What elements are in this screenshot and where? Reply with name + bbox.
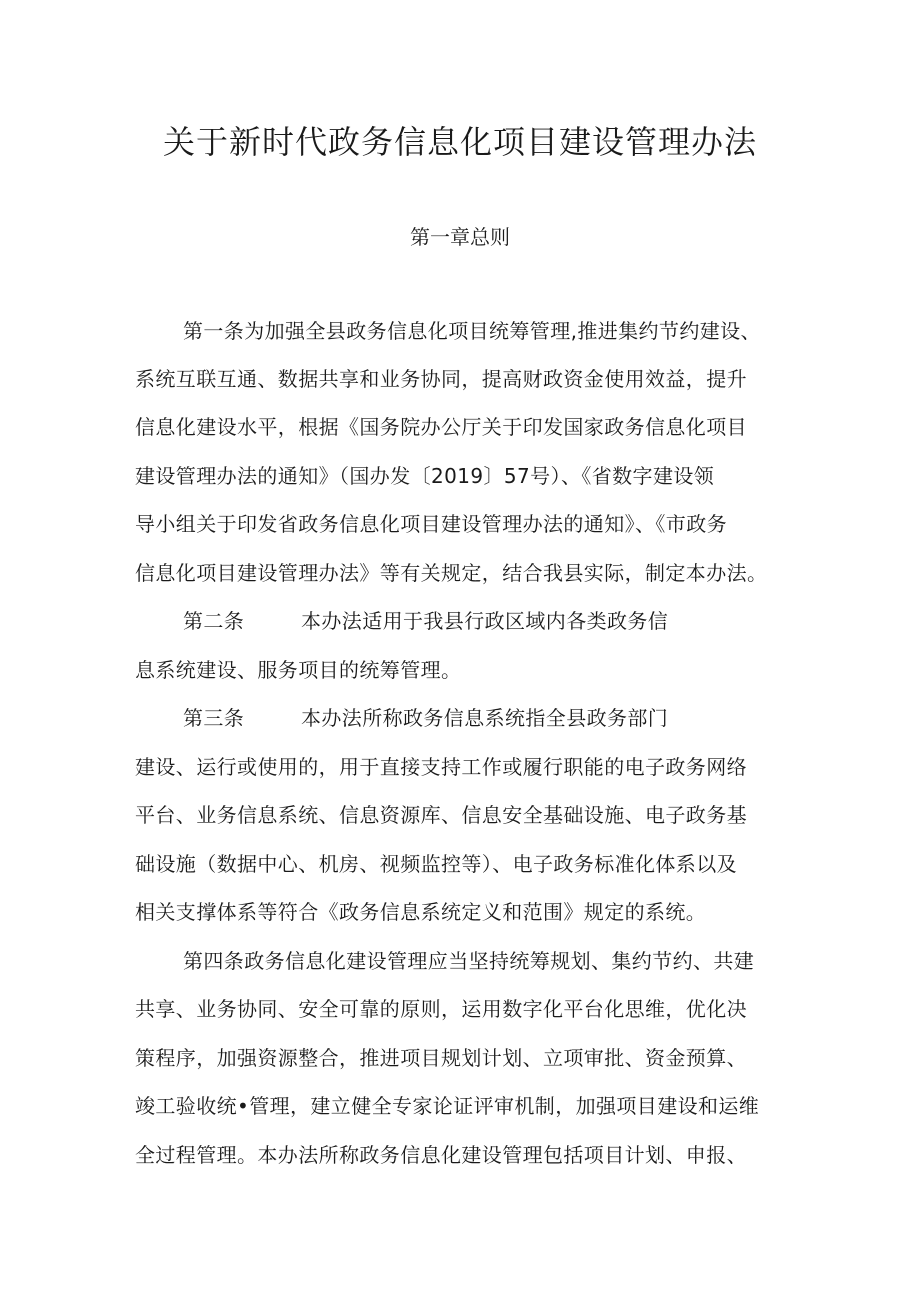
paragraph-line: 共享、业务协同、安全可靠的原则，运用数字化平台化思维，优化决 bbox=[135, 997, 747, 1021]
paragraph-line: 信息化建设水平，根据《国务院办公厅关于印发国家政务信息化项目 bbox=[135, 415, 747, 439]
article-text: 本办法适用于我县行政区域内各类政务信 bbox=[301, 609, 669, 633]
paragraph-line: 建设、运行或使用的，用于直接支持工作或履行职能的电子政务网络 bbox=[135, 755, 747, 779]
paragraph-line: 导小组关于印发省政务信息化项目建设管理办法的通知》、《市政务 bbox=[135, 512, 727, 536]
paragraph-line: 全过程管理。本办法所称政务信息化建设管理包括项目计划、申报、 bbox=[135, 1143, 747, 1167]
paragraph-line: 建设管理办法的通知》（国办发〔2019〕57号）、《省数字建设领 bbox=[135, 464, 715, 488]
document-title: 关于新时代政务信息化项目建设管理办法 bbox=[162, 123, 757, 161]
paragraph-line: 础设施（数据中心、机房、视频监控等）、电子政务标准化体系以及 bbox=[135, 852, 737, 876]
paragraph-line bbox=[183, 703, 668, 733]
paragraph-line: 第一条为加强全县政务信息化项目统筹管理,推进集约节约建设、 bbox=[183, 319, 761, 343]
article-label: 第三条 bbox=[183, 706, 245, 730]
paragraph-line: 相关支撑体系等符合《政务信息系统定义和范围》规定的系统。 bbox=[135, 900, 707, 924]
paragraph-line: 平台、业务信息系统、信息资源库、信息安全基础设施、电子政务基 bbox=[135, 803, 747, 827]
paragraph-line bbox=[183, 606, 668, 636]
paragraph-line: 系统互联互通、数据共享和业务协同，提高财政资金使用效益，提升 bbox=[135, 367, 747, 391]
article-label: 第二条 bbox=[183, 609, 245, 633]
paragraph-line: 息系统建设、服务项目的统筹管理。 bbox=[135, 658, 462, 682]
paragraph-line: 第四条政务信息化建设管理应当坚持统筹规划、集约节约、共建 bbox=[183, 949, 755, 973]
paragraph-line: 信息化项目建设管理办法》等有关规定，结合我县实际，制定本办法。 bbox=[135, 561, 768, 585]
paragraph-line: 竣工验收统•管理，建立健全专家论证评审机制，加强项目建设和运维 bbox=[135, 1094, 760, 1118]
chapter-heading: 第一章总则 bbox=[410, 225, 510, 249]
paragraph-line: 策程序，加强资源整合，推进项目规划计划、立项审批、资金预算、 bbox=[135, 1046, 747, 1070]
article-text: 本办法所称政务信息系统指全县政务部门 bbox=[301, 706, 669, 730]
